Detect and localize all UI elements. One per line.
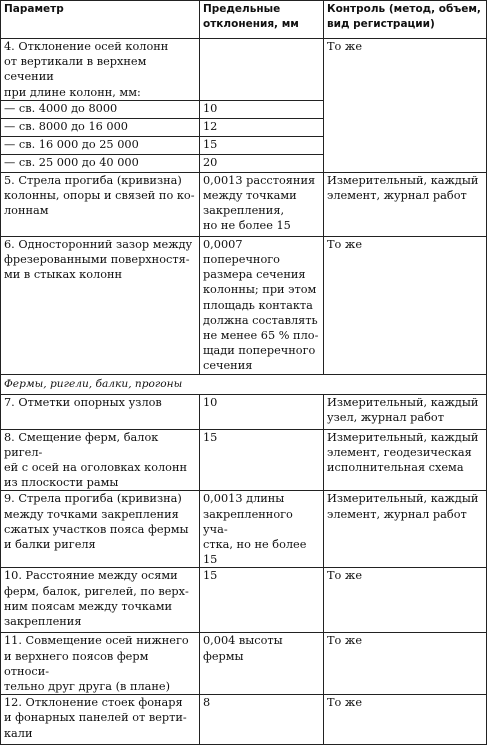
header-row bbox=[1, 1, 487, 39]
tolerance-cell: 15 bbox=[200, 429, 324, 491]
param-cell: 10. Расстояние между осями ферм, балок, ригелей, по верх- ним поясам между точками закрепления bbox=[1, 568, 200, 633]
control-cell: То же bbox=[324, 568, 487, 633]
tolerance-cell: 0,0013 расстояния между точками закрепления, но не более 15 bbox=[200, 172, 324, 236]
table-row bbox=[1, 236, 487, 374]
param-cell: 6. Односторонний зазор между фрезерованными поверхностя- ми в стыках колонн bbox=[1, 236, 200, 374]
control-cell: Измерительный, каждый элемент, геодезическая исполнительная схема bbox=[324, 429, 487, 491]
table-row bbox=[1, 172, 487, 236]
section-title: Фермы, ригели, балки, прогоны bbox=[1, 374, 487, 394]
param-cell: 5. Стрела прогиба (кривизна) колонны, опоры и связей по ко- лоннам bbox=[1, 172, 200, 236]
table-row bbox=[1, 695, 487, 745]
control-cell: Измерительный, каждый элемент, журнал работ bbox=[324, 172, 487, 236]
control-cell: То же bbox=[324, 695, 487, 745]
param-cell: 8. Смещение ферм, балок ригел- ей с осей на оголовках колонн из плоскости рамы bbox=[1, 429, 200, 491]
param-cell: — св. 25 000 до 40 000 bbox=[1, 154, 200, 172]
tolerance-cell: 15 bbox=[200, 136, 324, 154]
control-cell: То же bbox=[324, 39, 487, 173]
param-cell: — св. 8000 до 16 000 bbox=[1, 118, 200, 136]
param-cell: — св. 16 000 до 25 000 bbox=[1, 136, 200, 154]
tolerance-cell bbox=[200, 39, 324, 101]
tolerance-cell: 10 bbox=[200, 100, 324, 118]
control-cell: То же bbox=[324, 633, 487, 695]
control-cell: Измерительный, каждый узел, журнал работ bbox=[324, 394, 487, 429]
table-row bbox=[1, 394, 487, 429]
header-parameter: Параметр bbox=[1, 1, 200, 39]
table-row bbox=[1, 633, 487, 695]
param-cell: 12. Отклонение стоек фонаря и фонарных панелей от верти- кали bbox=[1, 695, 200, 745]
tolerance-cell: 0,004 высоты фермы bbox=[200, 633, 324, 695]
control-cell: То же bbox=[324, 236, 487, 374]
param-cell: 7. Отметки опорных узлов bbox=[1, 394, 200, 429]
tolerance-cell: 0,0007 поперечного размера сечения колонны; при этом площадь контакта должна составлять не менее 65 % пло- щади поперечного сечения bbox=[200, 236, 324, 374]
tolerance-cell: 0,0013 длины закрепленного уча- стка, но не более 15 bbox=[200, 491, 324, 568]
table-header bbox=[1, 1, 487, 39]
section-row bbox=[1, 374, 487, 394]
table-row bbox=[1, 491, 487, 568]
table-row bbox=[1, 39, 487, 101]
table-row bbox=[1, 568, 487, 633]
param-cell: 4. Отклонение осей колонн от вертикали в верхнем сечении при длине колонн, мм: bbox=[1, 39, 200, 101]
table-row bbox=[1, 429, 487, 491]
table-body bbox=[1, 39, 487, 745]
header-control: Контроль (метод, объем, вид регистрации) bbox=[324, 1, 487, 39]
tolerance-cell: 15 bbox=[200, 568, 324, 633]
header-tolerance: Предельные отклонения, мм bbox=[200, 1, 324, 39]
tolerance-cell: 20 bbox=[200, 154, 324, 172]
tolerance-cell: 12 bbox=[200, 118, 324, 136]
control-cell: Измерительный, каждый элемент, журнал работ bbox=[324, 491, 487, 568]
param-cell: 11. Совмещение осей нижнего и верхнего поясов ферм относи- тельно друг друга (в плане) bbox=[1, 633, 200, 695]
param-cell: 9. Стрела прогиба (кривизна) между точками закрепления сжатых участков пояса фермы и балки ригеля bbox=[1, 491, 200, 568]
tolerance-cell: 10 bbox=[200, 394, 324, 429]
tolerance-cell: 8 bbox=[200, 695, 324, 745]
param-cell: — св. 4000 до 8000 bbox=[1, 100, 200, 118]
